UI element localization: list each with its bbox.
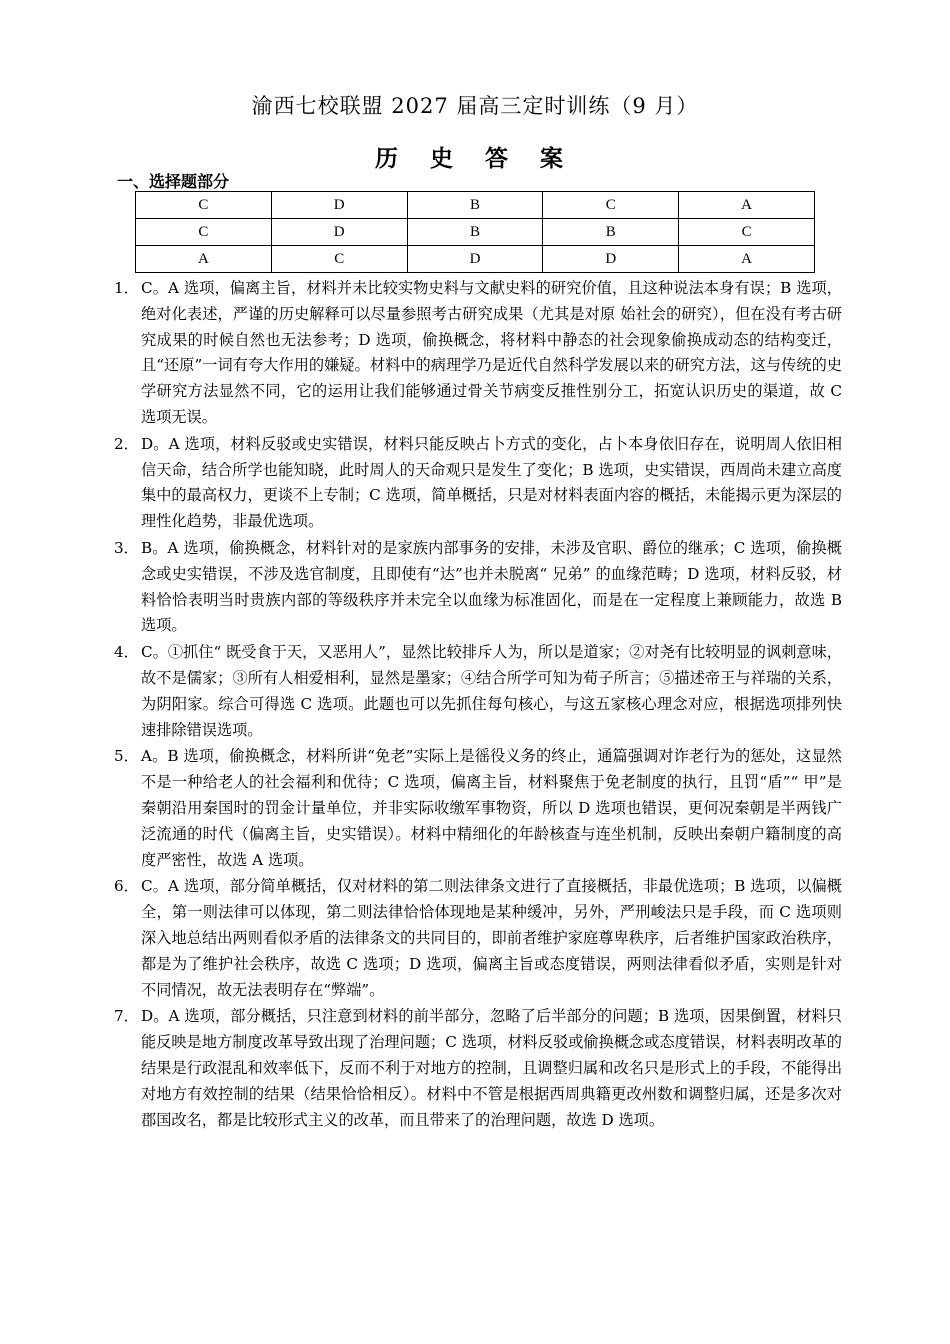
item-text: C。A 选项，偏离主旨，材料并未比较实物史料与文献史料的研究价值，且这种说法本身有误；B 选项，绝对化表述，严谨的历史解释可以尽量参照考古研究成果（尤其是对原 始社会的研究），但在没有考古研究成果的时候自然也无法参考；D 选项，偷换概念，将材料中静态的社会现象偷换成动态的结构变迁，且“还原”一词有夸大作用的嫌疑。材料中的病理学乃是近代自然科学发展以来的研究方法，这与传统的史学研究方法显然不同，它的运用让我们能够通过骨关节病变反推性别分工，拓宽认识历史的渠道，故 C 选项无误。 xyxy=(141,279,842,426)
item-number: 5． xyxy=(114,747,139,766)
section-heading: 一、选择题部分 xyxy=(117,172,230,191)
document-subtitle: 历 史 答 案 xyxy=(374,145,576,172)
answer-cell: A xyxy=(679,246,815,273)
answer-cell: C xyxy=(136,192,272,219)
item-text: D。A 选项，部分概括，只注意到材料的前半部分，忽略了后半部分的问题；B 选项，因果倒置，材料只能反映是地方制度改革导致出现了治理问题；C 选项，材料反驳或偷换概念或态度错误，材料表明改革的结果是行政混乱和效率低下，反而不利于对地方的控制，且调整归属和改名只是形式上的手段，不能得出对地方有效控制的结果（结果恰恰相反）。材料中不管是根据西周典籍更改州数和调整归属，还是多次对郡国改名，都是比较形式主义的改革，而且带来了的治理问题，故选 D 选项。 xyxy=(141,1007,842,1129)
item-text: C。①抓住“ 既受食于天，又恶用人”，显然比较排斥人为，所以是道家；②对尧有比较明显的讽刺意味，故不是儒家；③所有人相爱相利，显然是墨家；④结合所学可知为荀子所言；⑤描述帝王与祥瑞的关系，为阴阳家。综合可得选 C 选项。此题也可以先抓住每句核心，与这五家核心理念对应，根据选项排列快速排除错误选项。 xyxy=(141,643,842,739)
document-title: 渝西七校联盟 2027 届高三定时训练（9 月） xyxy=(251,94,699,118)
explanation-item xyxy=(110,640,842,743)
item-text: C。A 选项，部分简单概括，仅对材料的第二则法律条文进行了直接概括，非最优选项；B 选项，以偏概全，第一则法律可以体现，第二则法律恰恰体现地是某种缓冲，另外，严刑峻法只是手段，而 C 选项则深入地总结出两则看似矛盾的法律条文的共同目的，即前者维护家庭尊卑秩序，后者维护国家政治秩序，都是为了维护社会秩序，故选 C 选项；D 选项，偏离主旨或态度错误，两则法律看似矛盾，实则是针对不同情况，故无法表明存在“弊端”。 xyxy=(141,877,842,999)
explanation-item xyxy=(110,744,842,873)
answer-cell: B xyxy=(407,219,543,246)
answer-cell: A xyxy=(679,192,815,219)
answer-cell: C xyxy=(543,192,679,219)
item-text: D。A 选项，材料反驳或史实错误，材料只能反映占卜方式的变化，占卜本身依旧存在，说明周人依旧相信天命，结合所学也能知晓，此时周人的天命观只是发生了变化；B 选项，史实错误，西周尚未建立高度集中的最高权力，更谈不上专制；C 选项，简单概括，只是对材料表面内容的概括，未能揭示更为深层的理性化趋势，非最优选项。 xyxy=(141,434,842,531)
answer-cell: D xyxy=(271,219,407,246)
explanation-item xyxy=(110,432,842,535)
table-row xyxy=(136,219,815,246)
answer-table xyxy=(135,191,815,273)
answer-cell: D xyxy=(407,246,543,273)
item-text: B。A 选项，偷换概念，材料针对的是家族内部事务的安排，未涉及官职、爵位的继承；C 选项，偷换概念或史实错误，不涉及选官制度，且即使有“达”也并未脱离“ 兄弟” 的血缘范畴；D 选项，材料反驳，材料恰恰表明当时贵族内部的等级秩序并未完全以血缘为标准固化，而是在一定程度上兼顾能力，故选 B 选项。 xyxy=(141,538,842,635)
answer-cell: D xyxy=(543,246,679,273)
item-text: A。B 选项，偷换概念，材料所讲“免老”实际上是徭役义务的终止，通篇强调对诈老行为的惩处，这显然不是一种给老人的社会福利和优待；C 选项，偏离主旨，材料聚焦于免老制度的执行，且罚“盾”“ 甲”是秦朝沿用秦国时的罚金计量单位，并非实际收缴军事物资，所以 D 选项也错误，更何况秦朝是半两钱广泛流通的时代（偏离主旨，史实错误）。材料中精细化的年龄核查与连坐机制，反映出秦朝户籍制度的高度严密性，故选 A 选项。 xyxy=(141,747,842,869)
item-number: 7． xyxy=(114,1007,139,1026)
explanation-list xyxy=(110,276,842,1134)
item-number: 4． xyxy=(114,643,139,662)
answer-cell: C xyxy=(271,246,407,273)
item-number: 6． xyxy=(114,877,139,896)
explanation-item xyxy=(110,1004,842,1133)
answer-cell: B xyxy=(407,192,543,219)
item-number: 3． xyxy=(114,538,139,557)
explanation-item xyxy=(110,276,842,431)
answer-cell: D xyxy=(271,192,407,219)
table-row xyxy=(136,246,815,273)
item-number: 1． xyxy=(114,279,139,297)
explanation-item xyxy=(110,536,842,639)
item-number: 2． xyxy=(114,434,139,453)
answer-cell: C xyxy=(136,219,272,246)
explanation-item xyxy=(110,874,842,1003)
answer-cell: B xyxy=(543,219,679,246)
table-row xyxy=(136,192,815,219)
answer-cell: C xyxy=(679,219,815,246)
answer-cell: A xyxy=(136,246,272,273)
